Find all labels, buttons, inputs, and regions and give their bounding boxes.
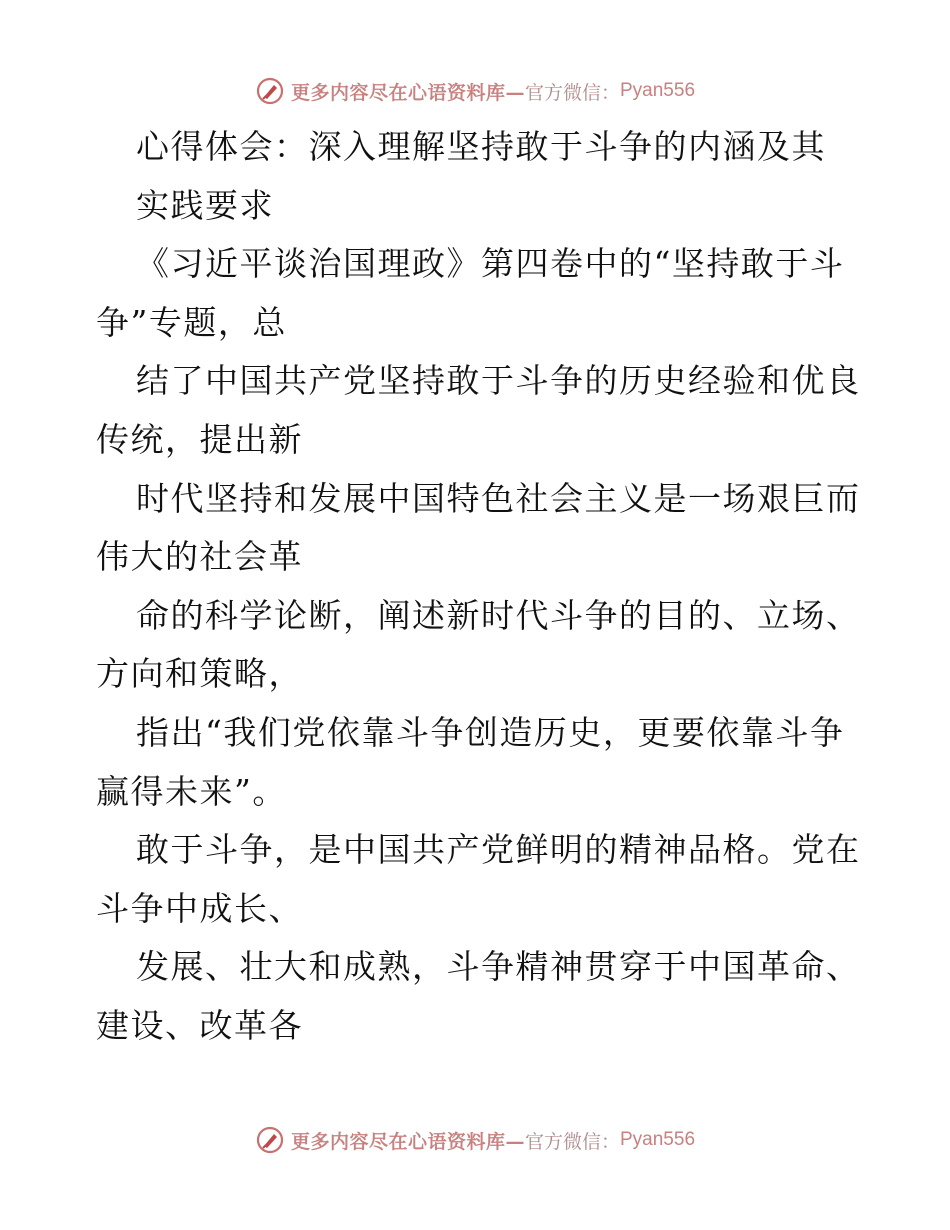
header-banner [0, 71, 950, 111]
pen-nib-icon [255, 1125, 285, 1155]
paragraph-line: 争”专题，总 [96, 302, 287, 342]
paragraph-line: 结了中国共产党坚持敢于斗争的历史经验和优良 [136, 361, 861, 401]
title-line: 心得体会：深入理解坚持敢于斗争的内涵及其 [136, 127, 826, 166]
paragraph-line: 命的科学论断，阐述新时代斗争的目的、立场、 [136, 595, 861, 635]
paragraph-line: 斗争中成长、 [96, 888, 303, 928]
paragraph-line: 敢于斗争，是中国共产党鲜明的精神品格。党在 [136, 830, 861, 870]
title-line: 实践要求 [136, 185, 274, 225]
banner-wechat-label: 官方微信： [524, 81, 620, 104]
paragraph-line: 《习近平谈治国理政》第四卷中的“坚持敢于斗 [136, 244, 845, 284]
footer-banner [0, 1120, 950, 1160]
paragraph-line: 发展、壮大和成熟，斗争精神贯穿于中国革命、 [136, 947, 861, 987]
paragraph-line: 方向和策略， [96, 654, 303, 694]
banner-wechat-id: Pyan556 [620, 1129, 696, 1150]
banner-site-text: 更多内容尽在心语资料库— [290, 1130, 525, 1153]
paragraph-line: 传统，提出新 [96, 419, 303, 459]
banner-site-text: 更多内容尽在心语资料库— [290, 81, 525, 104]
paragraph-line: 赢得未来”。 [96, 771, 287, 811]
paragraph-line: 伟大的社会革 [96, 537, 303, 577]
banner-wechat-label: 官方微信： [524, 1130, 620, 1153]
pen-nib-icon [255, 76, 285, 106]
paragraph-line: 建设、改革各 [96, 1005, 303, 1045]
banner-wechat-id: Pyan556 [620, 80, 696, 101]
document-body [96, 118, 861, 1056]
paragraph-line: 指出“我们党依靠斗争创造历史，更要依靠斗争 [136, 712, 845, 752]
paragraph-line: 时代坚持和发展中国特色社会主义是一场艰巨而 [136, 478, 861, 518]
